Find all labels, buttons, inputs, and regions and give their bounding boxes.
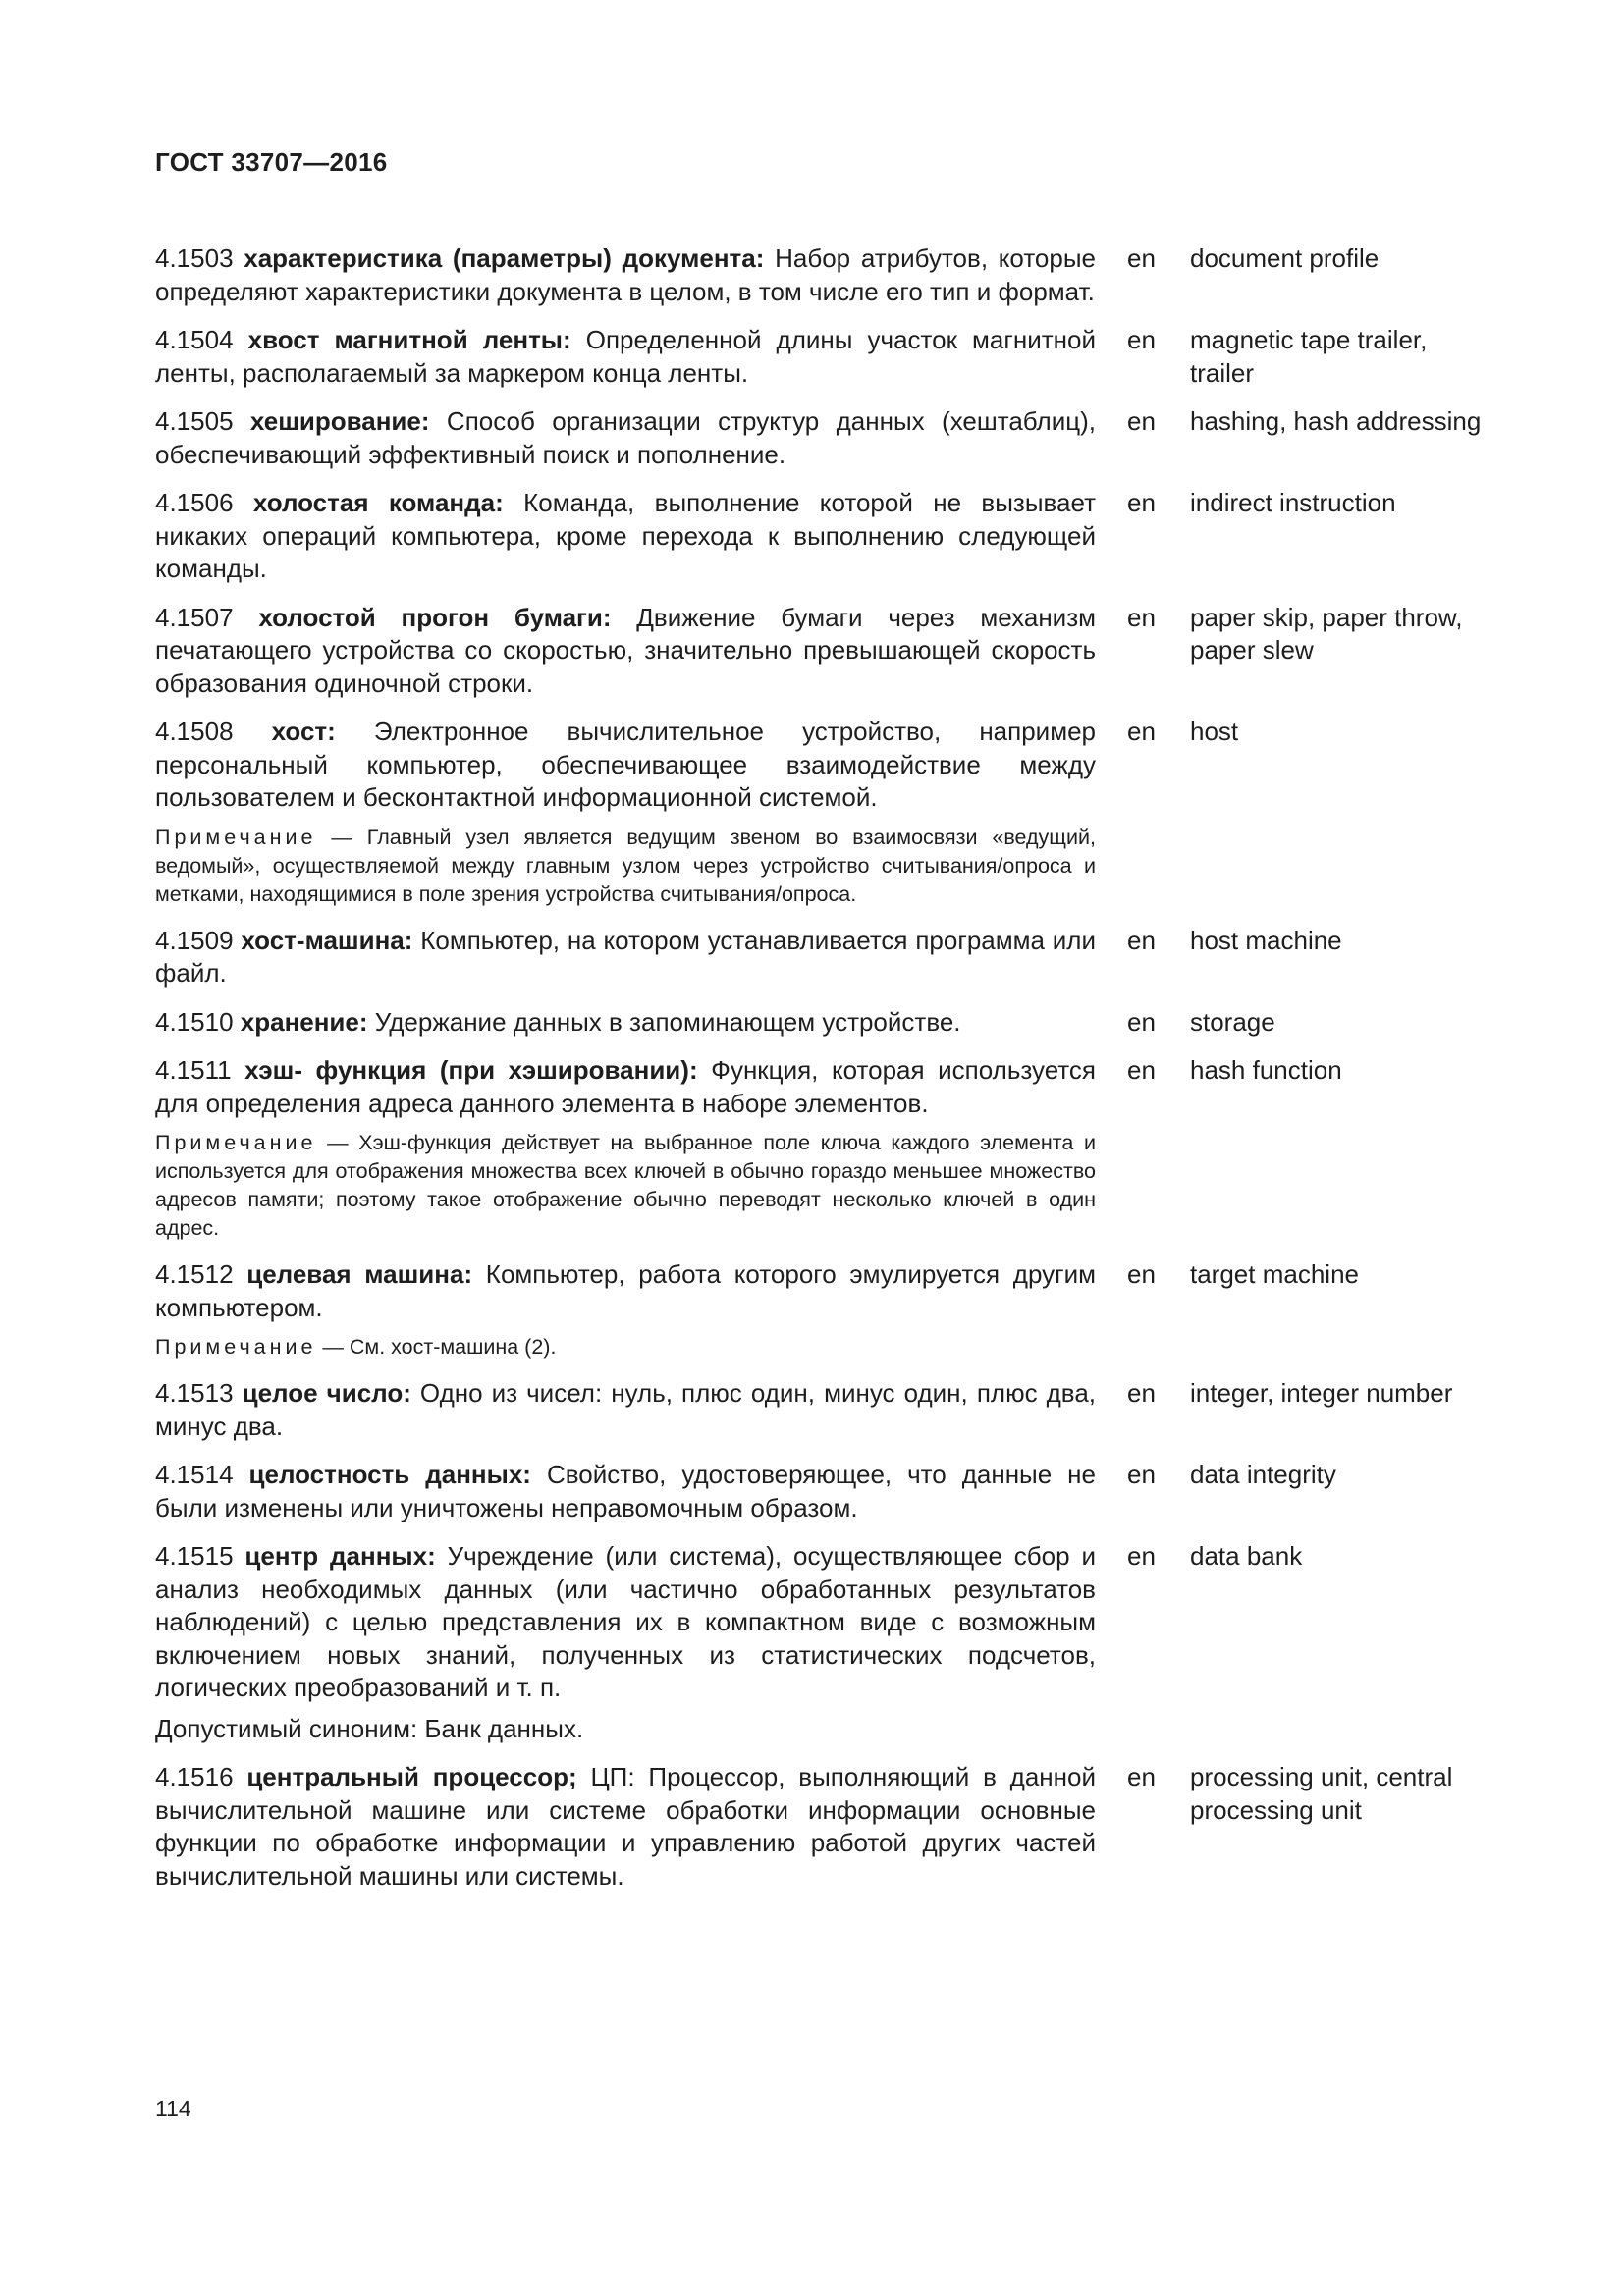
term-definition: Определенной длины участок магнитной ленты, располагаемый за маркером конца ленты. [155, 325, 1096, 388]
term-number: 4.1508 [155, 717, 234, 746]
term-definition: Движение бумаги через механизм печатающего устройства со скоростью, значительно превышающей скорость образования одиночной строки. [155, 602, 1096, 698]
term-entry [155, 242, 1490, 308]
language-code: en [1127, 1259, 1156, 1289]
term-definition-paragraph [155, 1540, 1096, 1705]
term-name: характеристика (параметры) документа: [244, 243, 765, 273]
english-equivalent: storage [1190, 1006, 1275, 1037]
term-note [155, 824, 1096, 909]
term-definition: Компьютер, на котором устанавливается программа или файл. [155, 925, 1096, 988]
language-code: en [1127, 602, 1156, 632]
term-definition-paragraph [155, 324, 1096, 390]
term-definition: Способ организации структур данных (хештаблиц), обеспечивающий эффективный поиск и пополнение. [155, 406, 1096, 469]
english-equivalent: target machine [1190, 1259, 1359, 1289]
term-definition: Одно из чисел: нуль, плюс один, минус один, плюс два, минус два. [155, 1378, 1097, 1441]
term-number: 4.1510 [155, 1006, 234, 1037]
language-code: en [1127, 488, 1156, 517]
note-text: — Главный узел является ведущим звеном во взаимосвязи «ведущий, ведомый», осуществляемой между главным узлом через устройство считывания/опроса и метками, находящимися в поле зрения устройства считывания/опроса. [155, 825, 1096, 906]
term-name: хвост магнитной ленты: [247, 325, 571, 354]
language-code: en [1127, 1055, 1156, 1085]
language-code: en [1127, 1378, 1156, 1408]
term-definition-paragraph [155, 1761, 1096, 1893]
english-equivalent: integer, integer number [1190, 1378, 1453, 1408]
term-number: 4.1511 [155, 1055, 232, 1085]
term-number: 4.1503 [155, 243, 234, 273]
term-name: хост-машина: [241, 925, 413, 955]
term-entry [155, 1006, 1490, 1040]
term-number: 4.1515 [155, 1541, 234, 1571]
term-number: 4.1505 [155, 406, 234, 436]
language-code: en [1127, 1762, 1156, 1791]
term-definition: Электронное вычислительное устройство, например персональный компьютер, обеспечивающее взаимодействие между пользователем и бесконтактной информационной системой. [155, 717, 1096, 812]
term-number: 4.1516 [155, 1762, 234, 1791]
term-definition: Свойство, удостоверяющее, что данные не были изменены или уничтожены неправомочным образом. [155, 1460, 1097, 1522]
term-name: хеширование: [249, 406, 430, 436]
term-name: холостая команда: [252, 488, 504, 517]
term-number: 4.1509 [155, 925, 234, 955]
term-entry [155, 716, 1490, 909]
note-text: — Хэш-функция действует на выбранное поле ключа каждого элемента и используется для отображения множества всех ключей в обычно гораздо меньшее множество адресов памяти; поэтому такое отображение обычно переводят несколько ключей в один адрес. [155, 1131, 1096, 1240]
term-definition: Команда, выполнение которой не вызывает никаких операций компьютера, кроме перехода к выполнению следующей команды. [155, 488, 1096, 583]
page-number: 114 [155, 2096, 191, 2121]
english-equivalent: host machine [1190, 925, 1342, 955]
term-name: целостность данных: [248, 1460, 531, 1489]
language-code: en [1127, 925, 1156, 955]
language-code: en [1127, 1541, 1156, 1571]
english-equivalent: document profile [1190, 243, 1380, 273]
term-definition-paragraph [155, 242, 1096, 308]
english-equivalent: indirect instruction [1190, 488, 1396, 517]
term-definition: Удержание данных в запоминающем устройстве. [367, 1006, 961, 1037]
term-name: центральный процессор; [246, 1762, 577, 1791]
english-equivalent: hash function [1190, 1055, 1342, 1085]
language-code: en [1127, 243, 1156, 273]
term-number: 4.1514 [155, 1460, 234, 1489]
term-note [155, 1129, 1096, 1243]
term-definition: Набор атрибутов, которые определяют характеристики документа в целом, в том числе его тип и формат. [155, 243, 1096, 306]
term-definition: Функция, которая используется для определения адреса данного элемента в наборе элементов. [155, 1055, 1096, 1118]
note-label: Примечание [155, 1131, 317, 1154]
term-definition-paragraph [155, 405, 1096, 471]
term-definition-paragraph [155, 1006, 1096, 1040]
note-label: Примечание [155, 1335, 317, 1359]
term-name: центр данных: [244, 1541, 436, 1571]
term-note [155, 1333, 1096, 1362]
term-entry [155, 1054, 1490, 1243]
term-synonym: Допустимый синоним: Банк данных. [155, 1713, 584, 1743]
language-code: en [1127, 406, 1156, 436]
english-equivalent: data integrity [1190, 1460, 1336, 1489]
term-entry [155, 1258, 1490, 1362]
term-definition-paragraph [155, 602, 1096, 701]
term-entry [155, 324, 1490, 390]
term-entry [155, 487, 1490, 586]
term-name: хост: [271, 717, 336, 746]
term-definition-paragraph [155, 925, 1096, 990]
term-definition: ЦП: Процессор, выполняющий в данной вычислительной машине или системе обработки информации основные функции по обработке информации и управлению работой других частей вычислительной машины или системы. [155, 1762, 1097, 1891]
term-definition-paragraph [155, 1054, 1096, 1120]
note-text: — См. хост-машина (2). [316, 1335, 557, 1359]
term-name: целевая машина: [246, 1259, 473, 1289]
term-number: 4.1513 [155, 1378, 234, 1408]
term-definition-paragraph [155, 1377, 1096, 1443]
english-equivalent: processing unit, central processing unit [1190, 1762, 1453, 1825]
term-entry [155, 1761, 1490, 1893]
english-equivalent: data bank [1190, 1541, 1303, 1571]
term-name: холостой прогон бумаги: [258, 602, 612, 632]
note-label: Примечание [155, 825, 317, 849]
term-name: хэш- функция (при хэшировании): [244, 1055, 698, 1085]
term-number: 4.1504 [155, 325, 234, 354]
term-definition-paragraph [155, 1258, 1096, 1324]
standard-header: ГОСТ 33707—2016 [155, 147, 388, 177]
term-entry [155, 1377, 1490, 1443]
terms-list [155, 242, 1490, 1908]
language-code: en [1127, 1006, 1156, 1037]
english-equivalent: host [1190, 717, 1239, 746]
term-definition: Учреждение (или система), осуществляющее сбор и анализ необходимых данных (или частично обработанных результатов наблюдений) с целью представления их в компактном виде с возможным включением новых знаний, полученных из статистических подсчетов, логических преобразований и т. п. [155, 1541, 1096, 1702]
term-number: 4.1506 [155, 488, 234, 517]
language-code: en [1127, 1460, 1156, 1489]
english-equivalent: paper skip, paper throw, paper slew [1190, 602, 1463, 665]
term-definition-paragraph [155, 716, 1096, 815]
term-definition-paragraph [155, 487, 1096, 586]
term-entry [155, 925, 1490, 990]
term-entry [155, 1540, 1490, 1745]
language-code: en [1127, 717, 1156, 746]
term-name: хранение: [240, 1006, 368, 1037]
english-equivalent: hashing, hash addressing [1190, 406, 1482, 436]
term-entry [155, 602, 1490, 701]
term-number: 4.1507 [155, 602, 234, 632]
term-entry [155, 1459, 1490, 1524]
term-number: 4.1512 [155, 1259, 234, 1289]
term-name: целое число: [242, 1378, 411, 1408]
english-equivalent: magnetic tape trailer, trailer [1190, 325, 1428, 388]
term-definition-paragraph [155, 1459, 1096, 1524]
language-code: en [1127, 325, 1156, 354]
term-entry [155, 405, 1490, 471]
term-definition: Компьютер, работа которого эмулируется другим компьютером. [155, 1259, 1096, 1322]
